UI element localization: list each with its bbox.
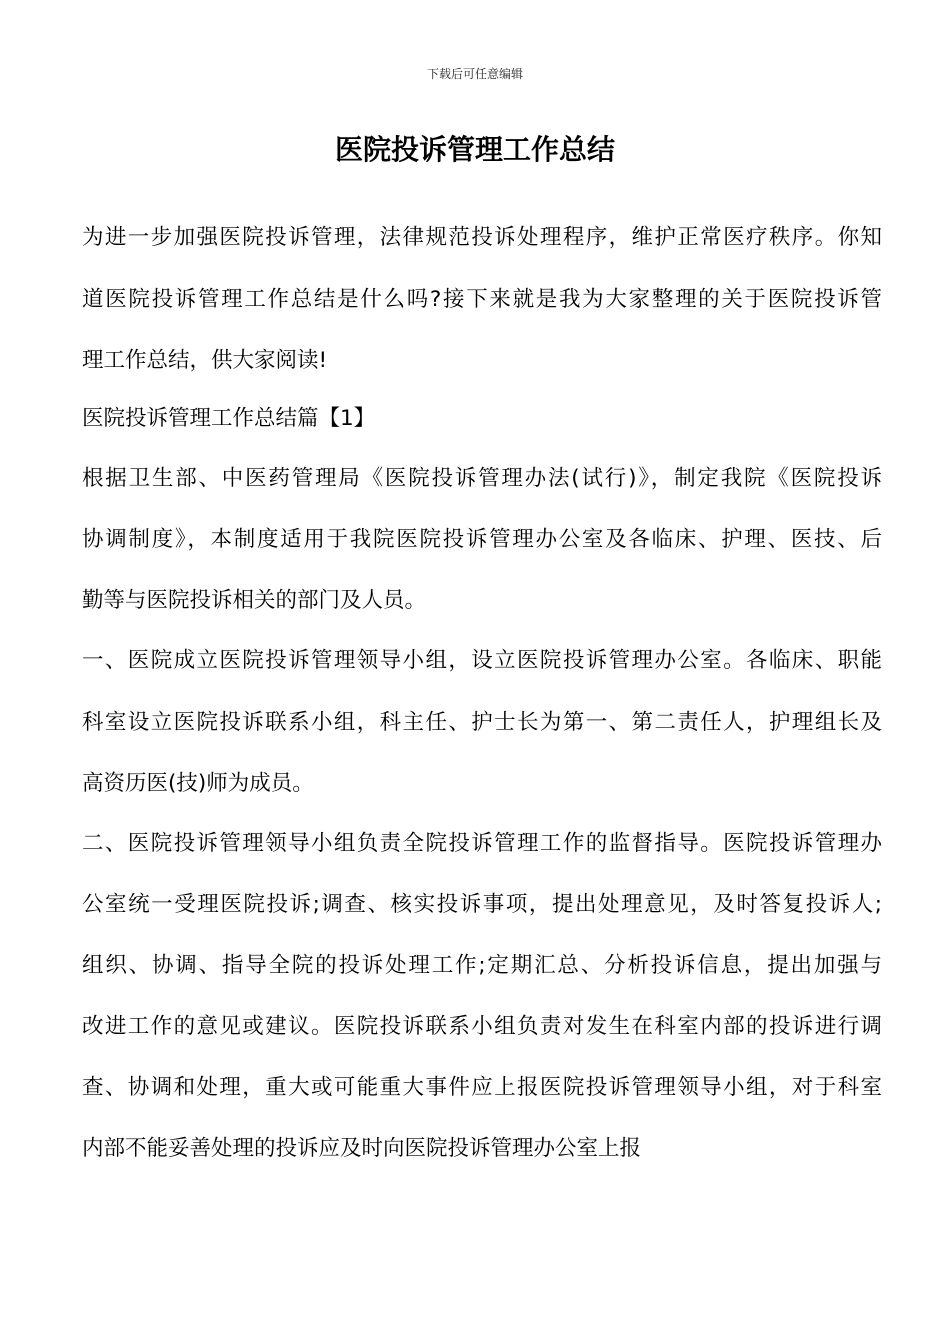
paragraph-line: 公室统一受理医院投诉;调查、核实投诉事项，提出处理意见，及时答复投诉人; [82,892,882,917]
paragraph-line: 科室设立医院投诉联系小组，科主任、护士长为第一、第二责任人，护理组长及 [82,710,882,735]
paragraph-line: 内部不能妥善处理的投诉应及时向医院投诉管理办公室上报 [82,1136,642,1161]
paragraph-line: 组织、协调、指导全院的投诉处理工作;定期汇总、分析投诉信息，提出加强与 [82,953,882,978]
paragraph-line: 为进一步加强医院投诉管理，法律规范投诉处理程序，维护正常医疗秩序。你知 [82,225,882,250]
document-title: 医院投诉管理工作总结 [334,133,615,166]
paragraph-line: 查、协调和处理，重大或可能重大事件应上报医院投诉管理领导小组，对于科室 [82,1075,882,1100]
paragraph-line: 根据卫生部、中医药管理局《医院投诉管理办法(试行)》，制定我院《医院投诉 [82,466,882,491]
paragraph-line: 道医院投诉管理工作总结是什么吗?接下来就是我为大家整理的关于医院投诉管 [82,287,882,312]
paragraph-line: 勤等与医院投诉相关的部门及人员。 [82,588,427,613]
section-heading: 医院投诉管理工作总结篇【1】 [82,406,376,431]
paragraph-line: 高资历医(技)师为成员。 [82,771,314,796]
paragraph-line: 理工作总结，供大家阅读! [82,348,328,373]
paragraph-line: 协调制度》，本制度适用于我院医院投诉管理办公室及各临床、护理、医技、后 [82,527,882,552]
paragraph-line: 改进工作的意见或建议。医院投诉联系小组负责对发生在科室内部的投诉进行调 [82,1014,882,1039]
paragraph-line: 一、医院成立医院投诉管理领导小组，设立医院投诉管理办公室。各临床、职能 [82,648,882,673]
header-note: 下载后可任意编辑 [426,67,523,81]
paragraph-line: 二、医院投诉管理领导小组负责全院投诉管理工作的监督指导。医院投诉管理办 [82,831,882,856]
